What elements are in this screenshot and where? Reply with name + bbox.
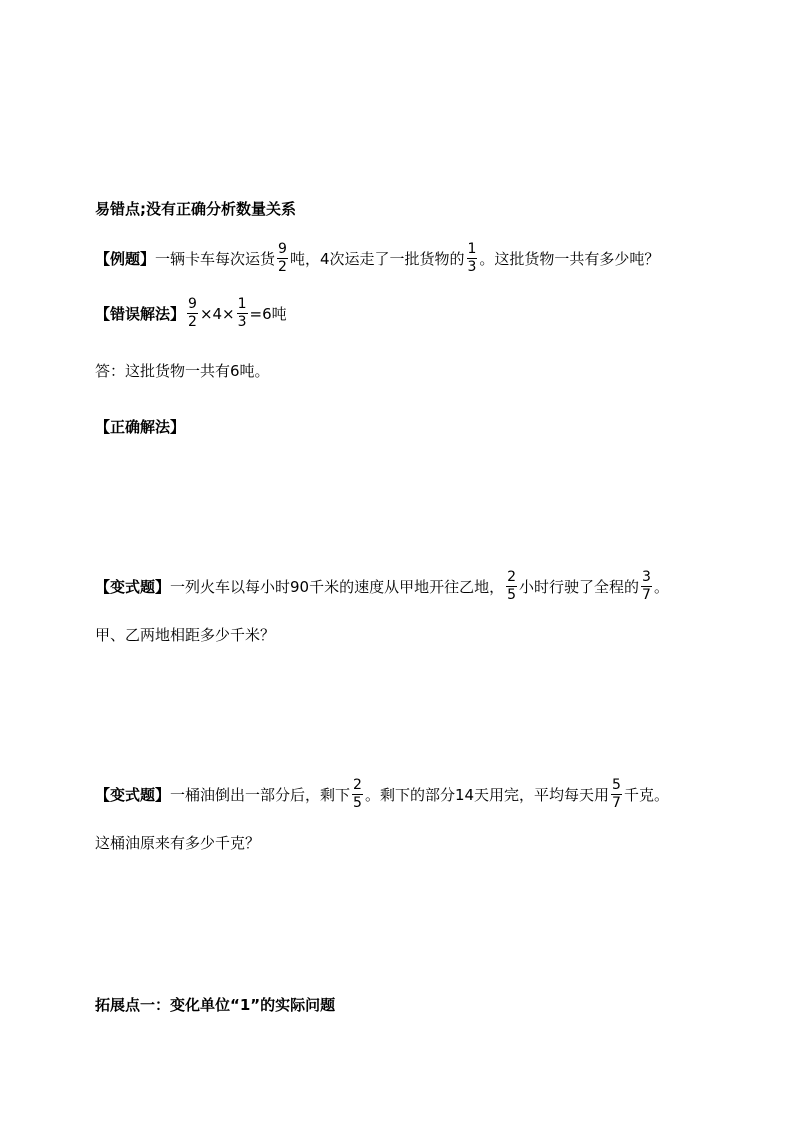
variant-problem-2-line2 [95, 832, 260, 853]
variant2-text-2: 。剩下的部分14天用完，平均每天用 [364, 786, 610, 804]
variant1-question: 甲、乙两地相距多少千米？ [95, 626, 276, 644]
fraction-numerator: 1 [467, 241, 477, 257]
wrong-text-1: ×4× [199, 304, 235, 323]
wrong-text-2: =6吨 [249, 305, 287, 323]
fraction-numerator: 9 [188, 296, 197, 312]
error-heading-text: 易错点;没有正确分析数量关系 [95, 200, 296, 218]
fraction-numerator: 9 [278, 241, 287, 257]
wrong-fraction-2 [237, 297, 248, 330]
example-fraction-2 [467, 242, 478, 275]
correct-solution-label-text: 【正确解法】 [95, 418, 186, 436]
variant2-fraction-1 [352, 778, 363, 811]
variant-problem-2 [95, 778, 669, 811]
wrong-solution-label: 【错误解法】 [95, 305, 186, 323]
wrong-solution [95, 297, 287, 330]
extension-heading [95, 994, 335, 1015]
fraction-denominator: 7 [642, 587, 651, 603]
fraction-denominator: 7 [612, 795, 621, 811]
fraction-numerator: 5 [612, 777, 621, 793]
example-text-3: 。这批货物一共有多少吨？ [479, 250, 660, 268]
variant1-text-1: 一列火车以每小时90千米的速度从甲地开往乙地， [170, 578, 505, 596]
example-problem [95, 242, 659, 275]
example-fraction-1 [277, 242, 288, 275]
error-heading [95, 198, 296, 219]
wrong-fraction-1 [187, 297, 198, 330]
fraction-numerator: 2 [353, 777, 362, 793]
example-text-2: 吨，4次运走了一批货物的 [289, 250, 465, 268]
variant1-text-3: 。 [653, 578, 669, 596]
fraction-numerator: 3 [642, 569, 651, 585]
variant-problem-1 [95, 570, 669, 603]
variant1-fraction-2 [641, 570, 652, 603]
variant2-text-1: 一桶油倒出一部分后，剩下 [170, 786, 351, 804]
variant1-text-2: 小时行驶了全程的 [519, 578, 640, 596]
fraction-denominator: 2 [188, 314, 197, 330]
correct-solution-label [95, 416, 185, 437]
variant2-text-3: 千克。 [623, 786, 669, 804]
variant2-question: 这桶油原来有多少千克？ [95, 834, 261, 852]
fraction-denominator: 5 [507, 587, 517, 603]
example-text-1: 一辆卡车每次运货 [155, 250, 276, 268]
fraction-denominator: 3 [237, 314, 247, 330]
variant-problem-1-line2 [95, 624, 275, 645]
fraction-denominator: 2 [278, 259, 287, 275]
fraction-numerator: 1 [237, 296, 247, 312]
variant2-fraction-2 [611, 778, 622, 811]
answer-line [95, 360, 270, 381]
answer-text: 答：这批货物一共有6吨。 [95, 362, 270, 380]
fraction-numerator: 2 [507, 569, 517, 585]
fraction-denominator: 5 [353, 795, 362, 811]
fraction-denominator: 3 [467, 259, 477, 275]
variant1-label: 【变式题】 [95, 578, 171, 596]
variant1-fraction-1 [506, 570, 517, 603]
extension-heading-text: 拓展点一：变化单位“1”的实际问题 [95, 996, 336, 1014]
variant2-label: 【变式题】 [95, 786, 171, 804]
example-label: 【例题】 [95, 250, 156, 268]
